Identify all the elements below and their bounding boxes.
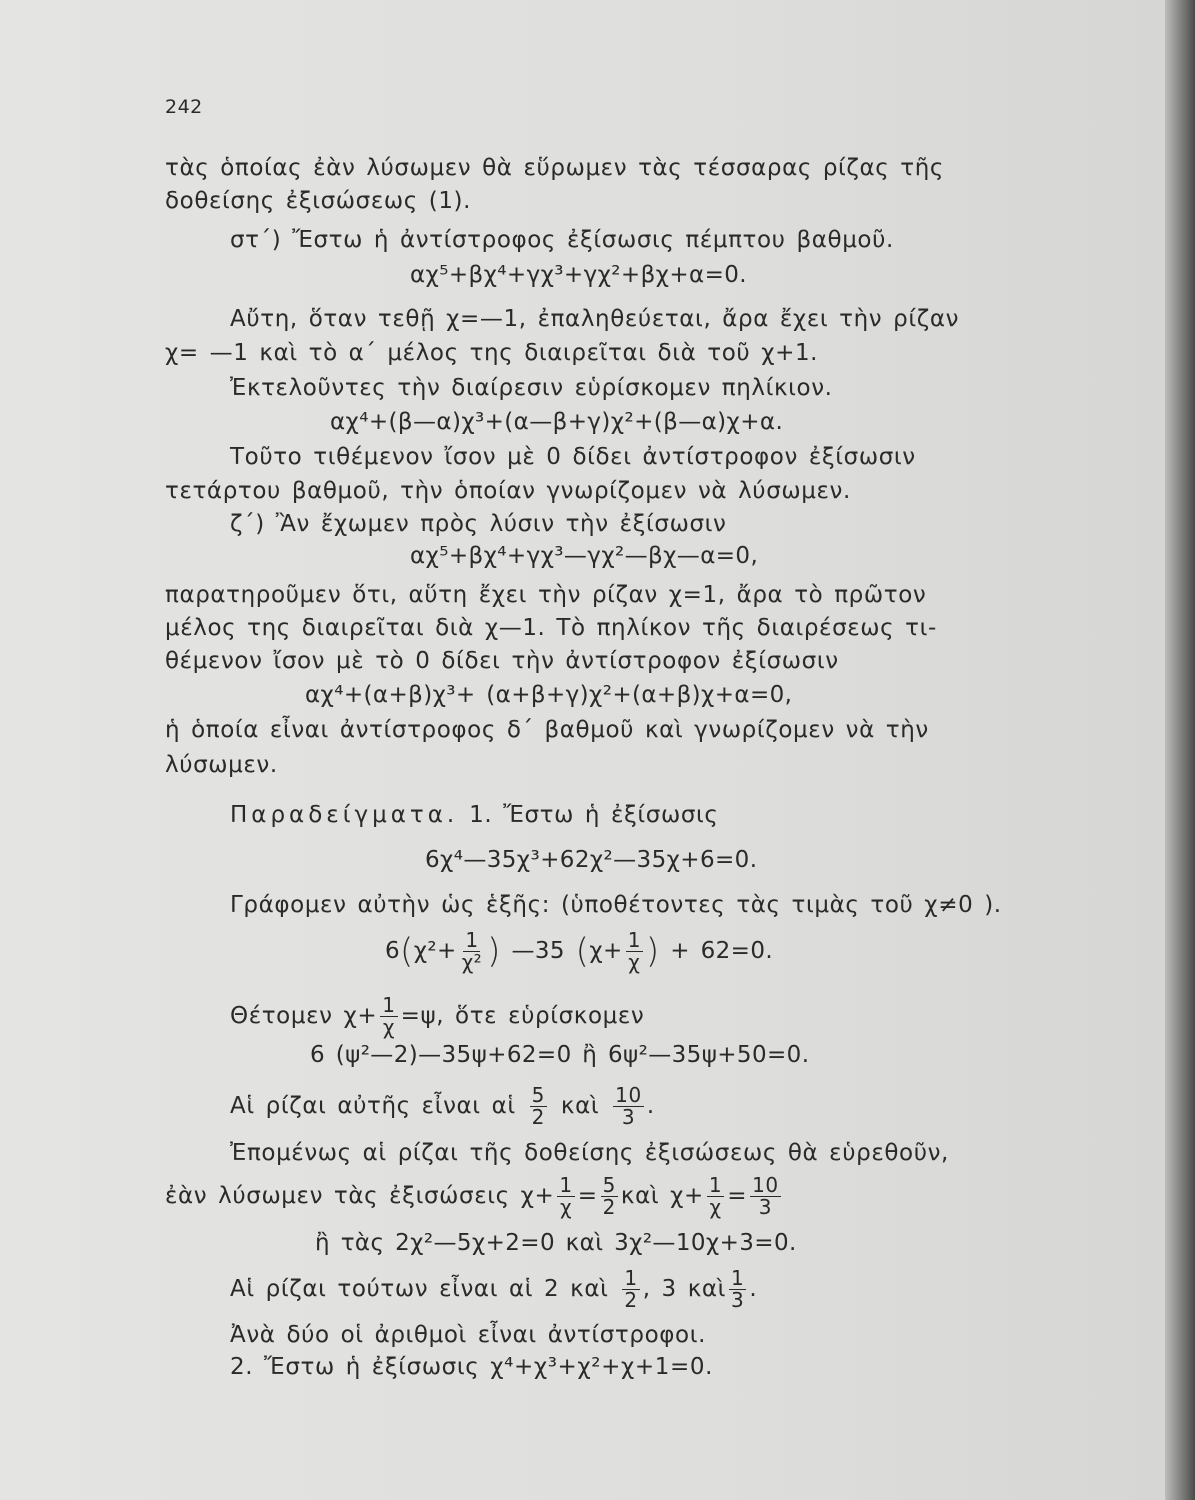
- numerator: 1: [624, 1266, 638, 1290]
- text-part: Αἱ ρίζαι τούτων εἶναι αἱ 2 καὶ: [230, 1276, 609, 1302]
- numerator: 10: [615, 1083, 642, 1107]
- numerator: 1: [382, 993, 396, 1017]
- fraction: [707, 1175, 724, 1218]
- fraction: [622, 1268, 639, 1311]
- text-part: =ψ, ὅτε εὑρίσκομεν: [400, 1003, 645, 1029]
- equation: 6χ⁴—35χ³+62χ²—35χ+6=0.: [425, 847, 758, 873]
- fraction: [613, 1085, 644, 1128]
- text-line: Γράφομεν αὐτὴν ὡς ἑξῆς: (ὑποθέτοντες τὰς τιμὰς τοῦ χ≠0 ).: [230, 892, 1002, 918]
- text-line: Ἐκτελοῦντες τὴν διαίρεσιν εὑρίσκομεν πηλίκιον.: [230, 375, 833, 401]
- numerator: 5: [602, 1173, 616, 1197]
- equation: αχ⁴+(α+β)χ³+ (α+β+γ)χ²+(α+β)χ+α=0,: [305, 682, 793, 708]
- fraction: [380, 995, 397, 1038]
- denominator: χ: [382, 1015, 395, 1039]
- numerator: 10: [752, 1173, 779, 1197]
- denominator: χ: [628, 950, 641, 974]
- fraction: [530, 1085, 547, 1128]
- denominator: 2: [531, 1105, 545, 1129]
- denominator: 3: [731, 1288, 745, 1312]
- text-part: ἐὰν λύσωμεν τὰς ἐξισώσεις χ+: [165, 1183, 555, 1209]
- fraction: [601, 1175, 618, 1218]
- denominator: 2: [624, 1288, 638, 1312]
- fraction: [626, 930, 643, 973]
- fraction: [729, 1268, 746, 1311]
- eq-term: χ+: [589, 938, 623, 964]
- eq-term: 6: [385, 938, 401, 964]
- equation: ἢ τὰς 2χ²—5χ+2=0 καὶ 3χ²—10χ+3=0.: [315, 1230, 797, 1256]
- text-line: τὰς ὁποίας ἐὰν λύσωμεν θὰ εὕρωμεν τὰς τέσσαρας ρίζας τῆς: [165, 155, 945, 181]
- text-line-fraction: [230, 995, 644, 1038]
- eq-term: χ²+: [413, 938, 457, 964]
- numerator: 1: [559, 1173, 573, 1197]
- text-line: Τοῦτο τιθέμενον ἴσον μὲ 0 δίδει ἀντίστροφον ἐξίσωσιν: [230, 444, 916, 470]
- text-part: =: [577, 1183, 598, 1209]
- eq-term: + 62=0.: [670, 938, 774, 964]
- denominator: χ²: [461, 950, 483, 974]
- fraction: [557, 1175, 574, 1218]
- paren-left: (: [400, 931, 414, 972]
- fraction: [750, 1175, 781, 1218]
- text-line-fraction: [165, 1175, 784, 1218]
- text-part: καὶ: [560, 1093, 600, 1119]
- paren-right: ): [487, 931, 501, 972]
- equation-fractions: [385, 930, 773, 973]
- text-line-fraction: [230, 1268, 757, 1311]
- eq-term: —35: [511, 938, 565, 964]
- denominator: 3: [621, 1105, 636, 1129]
- equation: αχ⁵+βχ⁴+γχ³—γχ²—βχ—α=0,: [410, 543, 759, 569]
- fraction: [460, 930, 484, 973]
- numerator: 1: [465, 928, 479, 952]
- text-line: 2. Ἔστω ἡ ἐξίσωσις χ⁴+χ³+χ²+χ+1=0.: [230, 1354, 713, 1380]
- text-part: καὶ χ+: [620, 1183, 704, 1209]
- text-part: .: [646, 1093, 655, 1119]
- text-part: , 3 καὶ: [642, 1276, 726, 1302]
- text-line: χ= —1 καὶ τὸ α΄ μέλος της διαιρεῖται διὰ τοῦ χ+1.: [165, 340, 819, 366]
- denominator: 2: [602, 1195, 616, 1219]
- text-part: Αἱ ρίζαι αὐτῆς εἶναι αἱ: [230, 1093, 516, 1119]
- book-binding-shadow: [1165, 0, 1195, 1500]
- numerator: 1: [627, 928, 641, 952]
- text-line: λύσωμεν.: [165, 752, 278, 778]
- examples-rest: 1. Ἔστω ἡ ἐξίσωσις: [458, 802, 719, 828]
- text-line: θέμενον ἴσον μὲ τὸ 0 δίδει τὴν ἀντίστροφον ἐξίσωσιν: [165, 648, 839, 674]
- text-line: ζ΄) Ἂν ἔχωμεν πρὸς λύσιν τὴν ἐξίσωσιν: [230, 511, 727, 537]
- text-part: Θέτομεν χ+: [230, 1003, 378, 1029]
- text-part: =: [727, 1183, 748, 1209]
- examples-heading: [230, 800, 719, 830]
- paren-right: ): [645, 931, 660, 972]
- text-line: μέλος της διαιρεῖται διὰ χ—1. Τὸ πηλίκον τῆς διαιρέσεως τι-: [165, 615, 937, 641]
- page-number: 242: [165, 96, 203, 118]
- denominator: 3: [758, 1195, 773, 1219]
- text-line: ἡ ὁποία εἶναι ἀντίστροφος δ΄ βαθμοῦ καὶ γνωρίζομεν νὰ τὴν: [165, 717, 929, 743]
- equation: αχ⁴+(β—α)χ³+(α—β+γ)χ²+(β—α)χ+α.: [330, 409, 784, 435]
- text-part: .: [749, 1276, 758, 1302]
- numerator: 1: [708, 1173, 723, 1197]
- examples-label: Παραδείγματα.: [230, 802, 459, 828]
- numerator: 1: [731, 1266, 745, 1290]
- equation: 6 (ψ²—2)—35ψ+62=0 ἢ 6ψ²—35ψ+50=0.: [310, 1042, 810, 1068]
- text-line: Ἐπομένως αἱ ρίζαι τῆς δοθείσης ἐξισώσεως θὰ εὑρεθοῦν,: [230, 1140, 949, 1166]
- numerator: 5: [531, 1083, 545, 1107]
- text-line: τετάρτου βαθμοῦ, τὴν ὁποίαν γνωρίζομεν νὰ λύσωμεν.: [165, 478, 851, 504]
- text-line: Αὔτη, ὅταν τεθῇ χ=—1, ἐπαληθεύεται, ἄρα ἔχει τὴν ρίζαν: [230, 306, 960, 332]
- text-line: δοθείσης ἐξισώσεως (1).: [165, 188, 472, 214]
- text-line: στ΄) Ἔστω ἡ ἀντίστροφος ἐξίσωσις πέμπτου βαθμοῦ.: [230, 227, 894, 253]
- denominator: χ: [559, 1195, 573, 1219]
- paren-left: (: [575, 931, 590, 972]
- text-line: Ἀνὰ δύο οἱ ἀριθμοὶ εἶναι ἀντίστροφοι.: [230, 1322, 706, 1348]
- text-line: παρατηροῦμεν ὅτι, αὕτη ἔχει τὴν ρίζαν χ=1, ἄρα τὸ πρῶτον: [165, 582, 927, 608]
- text-line-fraction: [230, 1085, 655, 1128]
- denominator: χ: [709, 1195, 722, 1219]
- equation: αχ⁵+βχ⁴+γχ³+γχ²+βχ+α=0.: [410, 262, 747, 288]
